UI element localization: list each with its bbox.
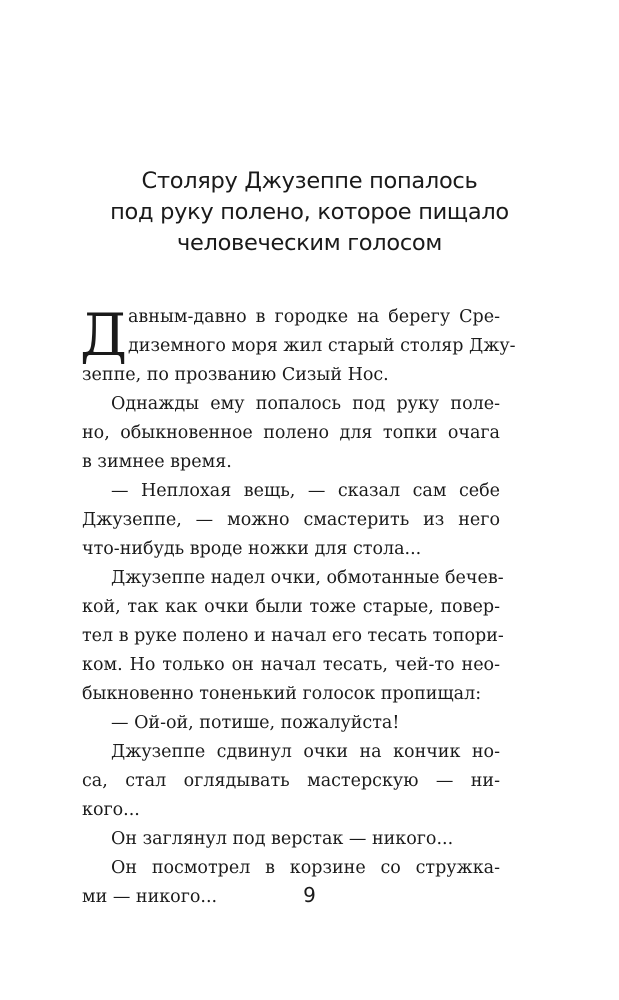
page-number: 9 [303,883,316,907]
chapter-title [0,166,619,259]
text-line: но, обыкновенное полено для топки очага [82,423,500,443]
text-line: ми — никого... [82,887,218,907]
text-line: Он заглянул под верстак — никого... [111,829,454,849]
text-line: быкновенно тоненький голосок пропищал: [82,684,482,704]
text-line: диземного моря жил старый столяр Джу- [128,336,516,356]
text-line: Он посмотрел в корзине со стружка- [111,858,500,878]
text-line: Джузеппе, — можно смастерить из него [82,510,500,530]
text-line: Однажды ему попалось под руку поле- [111,394,500,414]
text-line: са, стал оглядывать мастерскую — ни- [82,771,500,791]
chapter-title-line: Столяру Джузеппе попалось [141,168,478,194]
text-line: — Ой-ой, потише, пожалуйста! [111,713,400,733]
text-line: ком. Но только он начал тесать, чей-то нео- [82,655,500,675]
chapter-title-line: под руку полено, которое пищало [110,199,509,225]
text-line: Джузеппе надел очки, обмотанные бечев- [111,568,504,588]
chapter-body [80,301,516,912]
text-line: в зимнее время. [82,452,232,472]
drop-cap: Д [80,301,128,369]
text-line: Джузеппе сдвинул очки на кончик но- [111,742,500,762]
text-line: зеппе, по прозванию Сизый Нос. [82,365,389,385]
text-line: — Неплохая вещь, — сказал сам себе [111,481,500,501]
text-line: тел в руке полено и начал его тесать топори- [82,626,504,646]
text-line: что-нибудь вроде ножки для стола... [82,539,422,559]
chapter-title-line: человеческим голосом [176,230,443,256]
text-line: авным-давно в городке на берегу Сре- [128,307,500,327]
text-line: кой, так как очки были тоже старые, повер- [82,597,500,617]
text-line: кого... [82,800,140,820]
